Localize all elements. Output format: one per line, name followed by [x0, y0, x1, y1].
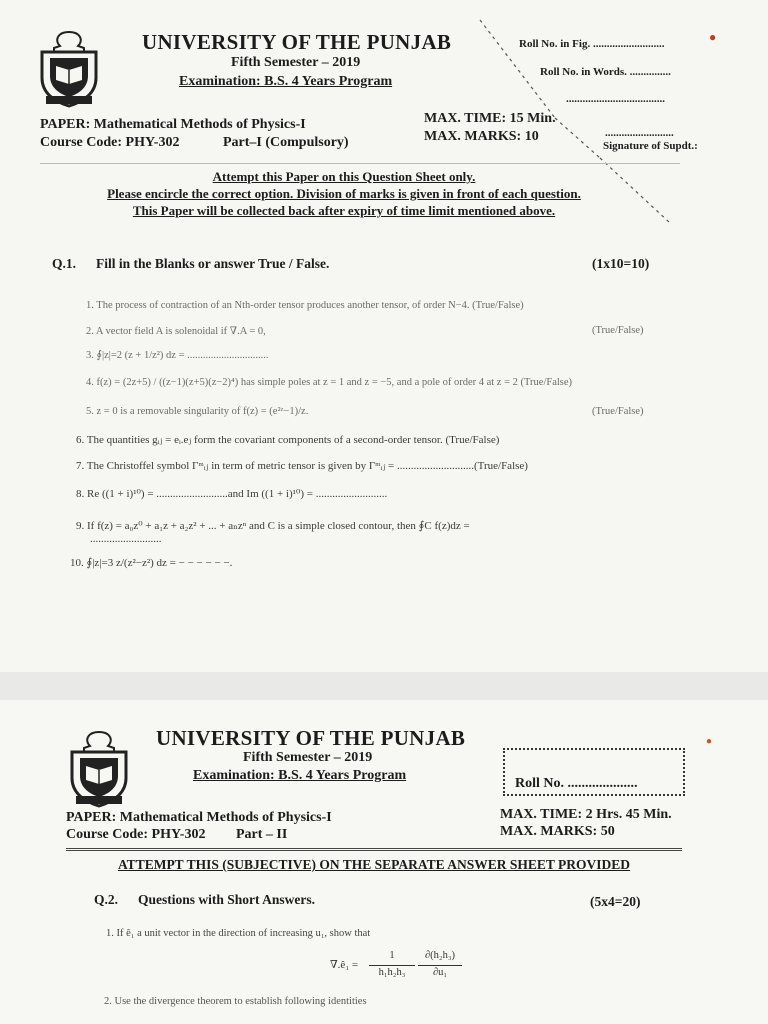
header-divider: [66, 848, 682, 851]
question-title: Questions with Short Answers.: [138, 892, 316, 907]
list-item: 8. Re ((1 + i)¹⁰) = ..........................and Im ((1 + i)¹⁰) = ..........................: [76, 488, 388, 500]
list-item: 7. The Christoffel symbol Γᵐᵢⱼ in term of metric tensor is given by Γᵐᵢⱼ = ............................(True/False): [76, 460, 528, 472]
university-logo-icon: [36, 30, 102, 108]
part-label: Part–I (Compulsory): [223, 135, 349, 150]
part-label: Part – II: [236, 827, 288, 842]
question-title: Fill in the Blanks or answer True / False.: [96, 256, 330, 271]
signature-dots: .........................: [605, 127, 674, 139]
formula-denominator-1: h₁h₂h₃: [378, 967, 406, 978]
instruction: ATTEMPT THIS (SUBJECTIVE) ON THE SEPARATE ANSWER SHEET PROVIDED: [117, 857, 631, 872]
question-number: Q.1.: [52, 256, 77, 271]
fraction-bar: [418, 965, 462, 966]
signature-field[interactable]: Signature of Supdt.:: [603, 140, 698, 152]
list-item: 4. f(z) = (2z+5) / ((z−1)(z+5)(z−2)⁴) has simple poles at z = 1 and z = −5, and a pole of order 4 at z = 2 (True/False): [86, 377, 573, 388]
max-marks: MAX. MARKS: 10: [424, 129, 539, 144]
list-item: 2. Use the divergence theorem to establish following identities: [104, 996, 367, 1007]
formula-numerator-2: ∂(h₂h₃): [424, 950, 455, 961]
exam-label: Examination: B.S. 4 Years Program: [193, 768, 407, 783]
question-number: Q.2.: [94, 892, 119, 907]
list-item: 6. The quantities gᵢⱼ = eᵢ.eⱼ form the covariant components of a second-order tensor. (True/False): [76, 434, 500, 446]
list-item: 3. ∮|z|=2 (z + 1/z²) dz = ...............................: [86, 350, 269, 361]
semester-label: Fifth Semester – 2019: [231, 55, 361, 70]
instruction-1: Attempt this Paper on this Question Sheet only.: [212, 169, 476, 184]
fraction-bar: [369, 965, 415, 966]
exam-label: Examination: B.S. 4 Years Program: [179, 74, 393, 89]
true-false-option[interactable]: (True/False): [592, 406, 644, 417]
question-marks: (5x4=20): [590, 894, 641, 909]
answer-blank[interactable]: ..........................: [90, 533, 162, 545]
instruction-2: Please encircle the correct option. Division of marks is given in front of each question.: [107, 186, 581, 201]
formula-lhs: ∇.ê₁ =: [330, 959, 359, 971]
paper-title: PAPER: Mathematical Methods of Physics-I: [40, 117, 306, 132]
list-item: 10. ∮|z|=3 z/(z²−z²) dz = − − − − − −.: [70, 557, 233, 569]
university-title: UNIVERSITY OF THE PUNJAB: [156, 726, 466, 750]
max-time: MAX. TIME: 2 Hrs. 45 Min.: [500, 807, 672, 822]
instruction-3: This Paper will be collected back after expiry of time limit mentioned above.: [132, 203, 556, 218]
true-false-option[interactable]: (True/False): [592, 325, 644, 336]
semester-label: Fifth Semester – 2019: [243, 750, 373, 765]
red-mark: ●: [709, 30, 717, 44]
course-code: Course Code: PHY-302: [66, 827, 206, 842]
roll-no-fig-field[interactable]: Roll No. in Fig. ..........................: [519, 38, 665, 50]
header-divider: [40, 163, 680, 164]
list-item: 1. If ê₁ a unit vector in the direction of increasing u₁, show that: [106, 928, 371, 939]
roll-no-words-field[interactable]: Roll No. in Words. ...............: [540, 66, 671, 78]
list-item: 9. If f(z) = a₀z⁰ + a₁z + a₂z² + ... + aₙzⁿ and C is a simple closed contour, then ∮C f(z)dz =: [76, 520, 470, 532]
question-marks: (1x10=10): [592, 256, 650, 271]
formula-denominator-2: ∂u₁: [432, 967, 448, 978]
university-title: UNIVERSITY OF THE PUNJAB: [142, 30, 452, 54]
orange-mark: ●: [706, 736, 713, 747]
max-marks: MAX. MARKS: 50: [500, 824, 615, 839]
roll-no-words-dots: ....................................: [566, 93, 665, 105]
list-item: 5. z = 0 is a removable singularity of f(z) = (e²ᶻ−1)/z.: [86, 406, 309, 417]
course-code: Course Code: PHY-302: [40, 135, 180, 150]
university-logo-icon: [66, 730, 132, 808]
list-item: 1. The process of contraction of an Nth-order tensor produces another tensor, of order N−4. (True/False): [86, 300, 524, 311]
question-sheet-part-2: [0, 700, 768, 1024]
paper-title: PAPER: Mathematical Methods of Physics-I: [66, 810, 332, 825]
formula-numerator-1: 1: [389, 950, 395, 961]
max-time: MAX. TIME: 15 Min.: [424, 111, 556, 126]
list-item: 2. A vector field A is solenoidal if ∇.A = 0,: [86, 326, 266, 337]
roll-no-field[interactable]: Roll No. ....................: [515, 776, 638, 791]
